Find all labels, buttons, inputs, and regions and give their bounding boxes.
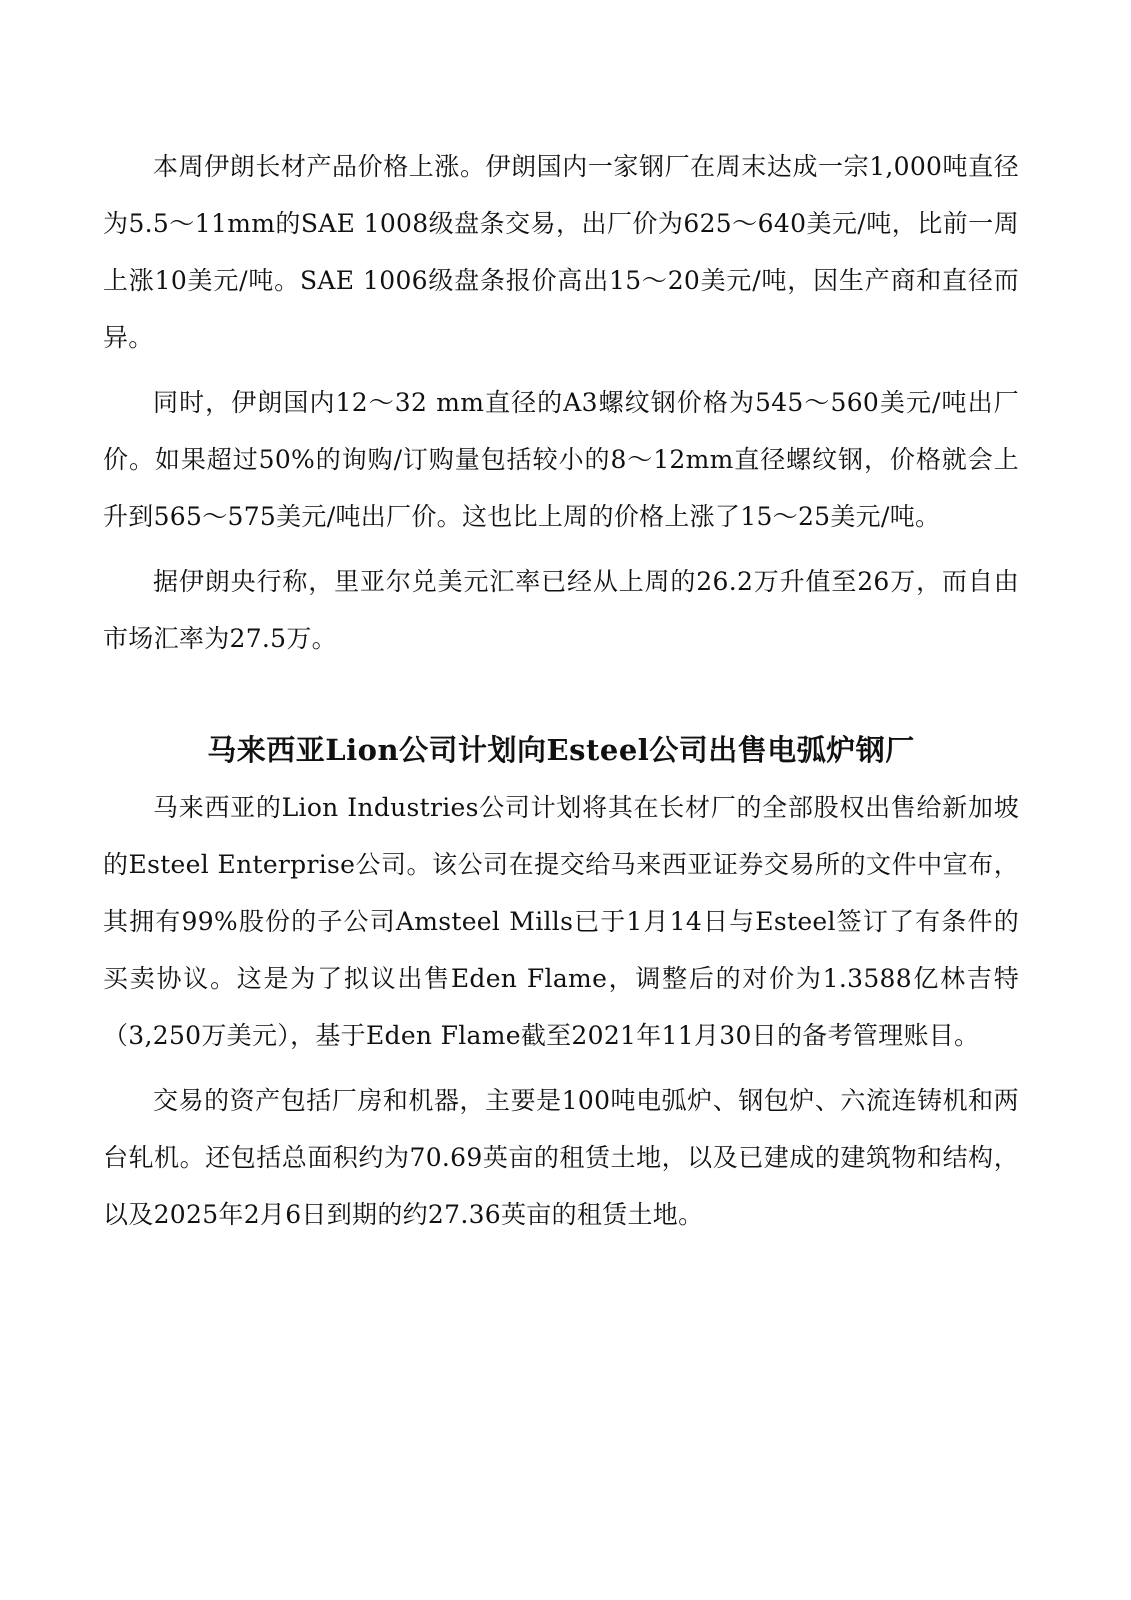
- paragraph-lion-assets: 交易的资产包括厂房和机器，主要是100吨电弧炉、钢包炉、六流连铸机和两台轧机。还包括总面积约为70.69英亩的租赁土地，以及已建成的建筑物和结构，以及2025年2月6日到期的约27.36英亩的租赁土地。: [103, 1086, 1019, 1229]
- paragraph-iran-long-products: 本周伊朗长材产品价格上涨。伊朗国内一家钢厂在周末达成一宗1,000吨直径为5.5～11mm的SAE 1008级盘条交易，出厂价为625～640美元/吨，比前一周上涨10美元/吨。SAE 1006级盘条报价高出15～20美元/吨，因生产商和直径而异。: [103, 152, 1019, 352]
- paragraph-iran-rebar: 同时，伊朗国内12～32 mm直径的A3螺纹钢价格为545～560美元/吨出厂价。如果超过50%的询购/订购量包括较小的8～12mm直径螺纹钢，价格就会上升到565～575美元/吨出厂价。这也比上周的价格上涨了15～25美元/吨。: [103, 388, 1019, 531]
- paragraph-lion-sale: 马来西亚的Lion Industries公司计划将其在长材厂的全部股权出售给新加坡的Esteel Enterprise公司。该公司在提交给马来西亚证券交易所的文件中宣布，其拥有99%股份的子公司Amsteel Mills已于1月14日与Esteel签订了有条件的买卖协议。这是为了拟议出售Eden Flame，调整后的对价为1.3588亿林吉特（3,250万美元），基于Eden Flame截至2021年11月30日的备考管理账目。: [103, 793, 1019, 1050]
- paragraph-iran-exchange-rate: 据伊朗央行称，里亚尔兑美元汇率已经从上周的26.2万升值至26万，而自由市场汇率为27.5万。: [103, 567, 1019, 653]
- article-title-lion-esteel: 马来西亚Lion公司计划向Esteel公司出售电弧炉钢厂: [207, 733, 915, 767]
- document-body: [103, 138, 1019, 1243]
